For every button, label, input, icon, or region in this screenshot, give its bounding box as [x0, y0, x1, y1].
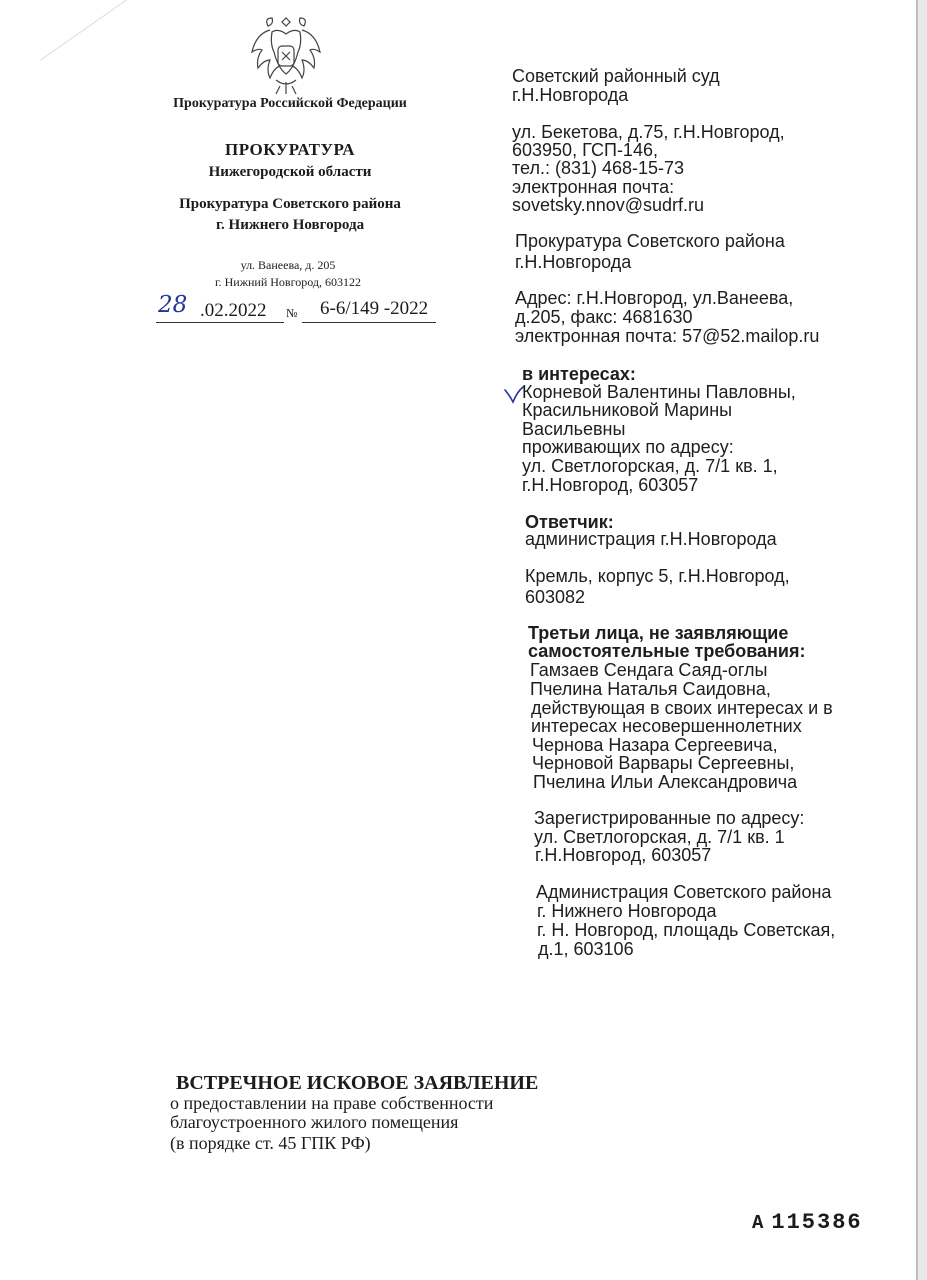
addressee-line: электронная почта: [512, 177, 675, 197]
defendant-line: Кремль, корпус 5, г.Н.Новгород, [525, 566, 790, 586]
defendant-line: администрация г.Н.Новгорода [525, 529, 777, 549]
date-month-year: .02.2022 [200, 300, 267, 321]
addressee-line: 603950, ГСП-146, [512, 140, 658, 160]
plaintiff-office-line: д.205, факс: 4681630 [515, 307, 693, 327]
interests-line: Корневой Валентины Павловны, [522, 382, 796, 402]
district-office-line1: Прокуратура Советского района [179, 196, 401, 212]
handwritten-day: 28 [158, 292, 188, 318]
district-admin-line: Администрация Советского района [536, 882, 832, 902]
interests-line: проживающих по адресу: [522, 437, 734, 457]
outgoing-number: 6-6/149 -2022 [320, 298, 429, 319]
paper-crease [40, 0, 131, 61]
addressee-line: г.Н.Новгорода [512, 85, 629, 105]
district-admin-line: г. Нижнего Новгорода [537, 901, 717, 921]
interests-line: Васильевны [522, 419, 626, 439]
claim-subtitle: благоустроенного жилого помещения [170, 1112, 459, 1132]
plaintiff-office-line: электронная почта: 57@52.mailop.ru [515, 326, 820, 346]
third-parties-line: Пчелина Наталья Саидовна, [530, 679, 771, 699]
third-parties-line: действующая в своих интересах и в [531, 698, 833, 718]
date-number-line [152, 292, 442, 324]
plaintiff-office-line: Прокуратура Советского района [515, 231, 785, 251]
office-address-street: ул. Ванеева, д. 205 [240, 258, 336, 272]
claim-subtitle: о предоставлении на праве собственности [170, 1093, 494, 1113]
third-parties-heading: Третьи лица, не заявляющие [528, 623, 789, 643]
defendant-line: 603082 [525, 587, 586, 607]
office-address-city: г. Нижний Новгород, 603122 [215, 275, 361, 289]
claim-title: ВСТРЕЧНОЕ ИСКОВОЕ ЗАЯВЛЕНИЕ [176, 1072, 539, 1094]
number-sign: № [286, 306, 298, 320]
serial-series: А [752, 1212, 766, 1234]
form-serial-number [752, 1210, 863, 1235]
third-parties-line: Гамзаев Сендага Саяд-оглы [530, 660, 768, 680]
third-parties-line: интересах несовершеннолетних [531, 716, 802, 736]
addressee-line: тел.: (831) 468-15-73 [512, 158, 685, 178]
claim-subtitle: (в порядке ст. 45 ГПК РФ) [170, 1133, 371, 1153]
district-office-line2: г. Нижнего Новгорода [215, 217, 365, 233]
region-name: Нижегородской области [208, 164, 372, 180]
district-admin-line: г. Н. Новгород, площадь Советская, [537, 920, 836, 940]
third-parties-line: Пчелина Ильи Александровича [533, 772, 798, 792]
date-underline [156, 322, 284, 323]
addressee-line: ул. Бекетова, д.75, г.Н.Новгород, [512, 122, 785, 142]
addressee-line: sovetsky.nnov@sudrf.ru [512, 195, 705, 215]
number-underline [302, 322, 436, 323]
district-admin-line: д.1, 603106 [538, 939, 634, 959]
registration-line: ул. Светлогорская, д. 7/1 кв. 1 [534, 827, 785, 847]
interests-line: г.Н.Новгород, 603057 [522, 475, 699, 495]
org-name: Прокуратура Российской Федерации [173, 96, 407, 111]
interests-line: ул. Светлогорская, д. 7/1 кв. 1, [522, 456, 778, 476]
plaintiff-office-line: г.Н.Новгорода [515, 252, 632, 272]
interests-heading: в интересах: [522, 364, 636, 384]
plaintiff-office-line: Адрес: г.Н.Новгород, ул.Ванеева, [515, 288, 794, 308]
third-parties-line: Черновой Варвары Сергеевны, [532, 753, 795, 773]
addressee-line: Советский районный суд [512, 66, 720, 86]
third-parties-heading: самостоятельные требования: [528, 641, 806, 661]
registration-line: Зарегистрированные по адресу: [534, 808, 805, 828]
defendant-heading: Ответчик: [525, 512, 614, 532]
prosecutor-title: ПРОКУРАТУРА [225, 140, 355, 159]
double-headed-eagle-emblem-icon [246, 12, 326, 98]
third-parties-line: Чернова Назара Сергеевича, [532, 735, 778, 755]
serial-digits: 115386 [771, 1210, 863, 1235]
interests-line: Красильниковой Марины [522, 400, 733, 420]
registration-line: г.Н.Новгород, 603057 [535, 845, 712, 865]
page-edge-shadow [918, 0, 927, 1280]
